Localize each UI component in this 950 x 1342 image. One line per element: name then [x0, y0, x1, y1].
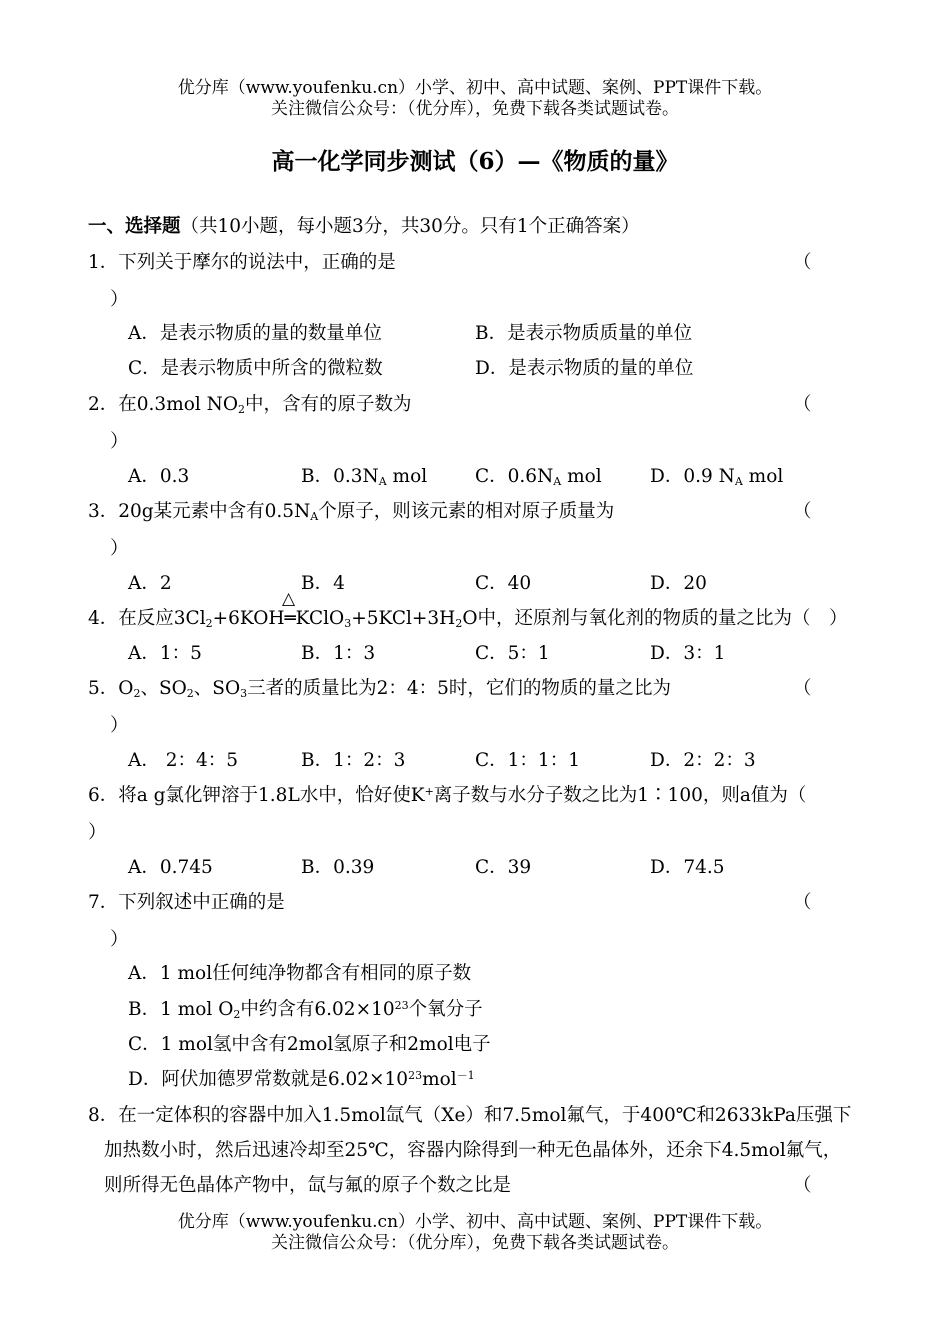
- q6-stem: 6．将a g氯化钾溶于1.8L水中，恰好使K+离子数与水分子数之比为1∶100，则a值为（: [88, 785, 807, 806]
- q7-option-b: B．1 mol $O_2$中约含有$6.02\times 10^{23}$个氧分子: [128, 999, 483, 1021]
- section-heading: [88, 214, 640, 240]
- q3-option-a: A．2: [128, 573, 172, 594]
- q2-paren-open: （: [793, 394, 812, 415]
- q3-option-d: D．20: [650, 573, 707, 594]
- q4-option-b: B．1：3: [301, 643, 376, 664]
- q7-option-c: C．1 mol氢中含有2mol氢原子和2mol电子: [128, 1034, 491, 1055]
- q4-option-d: D．3：1: [650, 643, 726, 664]
- q5-option-d: D．2：2：3: [650, 750, 756, 771]
- q8-paren-open: （: [793, 1175, 812, 1196]
- q4-option-a: A．1：5: [128, 643, 202, 664]
- q2-option-b: B．$0.3N_A$ mol: [301, 466, 428, 488]
- q8-line-2: 加热数小时，然后迅速冷却至25℃，容器内除得到一种无色晶体外，还余下4.5mol氟气，: [104, 1140, 842, 1161]
- header-line-1: 优分库（www.youfenku.cn）小学、初中、高中试题、案例、PPT课件下载。: [177, 78, 773, 98]
- header-line-2: 关注微信公众号：（优分库），免费下载各类试题试卷。: [271, 99, 679, 119]
- q6-paren-close: ）: [88, 822, 107, 843]
- q1-option-a: A．是表示物质的量的数量单位: [128, 323, 382, 344]
- q3-option-c: C．40: [475, 573, 532, 594]
- q8-line-1: 8．在一定体积的容器中加入1.5mol氙气（Xe）和7.5mol氟气，于400℃和2633kPa压强下: [88, 1105, 852, 1126]
- q1-paren-close: ）: [110, 289, 129, 310]
- q6-option-c: C．39: [475, 857, 532, 878]
- q5-paren-close: ）: [110, 715, 129, 736]
- q1-stem: 1．下列关于摩尔的说法中，正确的是: [88, 252, 396, 273]
- q5-option-a: A． 2：4：5: [128, 750, 239, 771]
- q3-stem: 3．20g某元素中含有$0.5N_A$个原子，则该元素的相对原子质量为: [88, 501, 615, 523]
- footer-line-1: 优分库（www.youfenku.cn）小学、初中、高中试题、案例、PPT课件下载。: [177, 1212, 773, 1232]
- q2-option-d: D．0.9 $N_A$ mol: [650, 466, 784, 488]
- q5-option-c: C．1：1：1: [475, 750, 580, 771]
- q1-option-d: D．是表示物质的量的单位: [475, 358, 694, 379]
- q3-paren-close: ）: [110, 538, 129, 559]
- q4-stem: 4．在反应$3Cl_2+6KOH═KClO_3+5KCl+3H_2O$中，还原剂与氧化剂的物质的量之比为（ ）: [88, 608, 848, 630]
- heat-triangle-icon: △: [282, 589, 296, 609]
- q2-option-a: A．0.3: [128, 466, 190, 487]
- q5-stem: 5．$O_2$、$SO_2$、$SO_3$三者的质量比为2：4：5时，它们的物质的量之比为: [88, 678, 671, 700]
- q5-paren-open: （: [793, 678, 812, 699]
- q6-option-d: D．74.5: [650, 857, 725, 878]
- q3-paren-open: （: [793, 501, 812, 522]
- q7-option-a: A．1 mol任何纯净物都含有相同的原子数: [128, 963, 472, 984]
- q1-option-c: C．是表示物质中所含的微粒数: [128, 358, 383, 379]
- q4-option-c: C．5：1: [475, 643, 550, 664]
- section-label: 一、选择题: [88, 216, 181, 237]
- q7-stem: 7．下列叙述中正确的是: [88, 892, 285, 913]
- q6-option-b: B．0.39: [301, 857, 375, 878]
- q7-paren-close: ）: [110, 929, 129, 950]
- section-note: （共10小题，每小题3分，共30分。只有1个正确答案）: [180, 216, 640, 237]
- q2-paren-close: ）: [110, 431, 129, 452]
- q7-option-d: D．阿伏加德罗常数就是$6.02\times 10^{23}mol^{-1}$: [128, 1069, 475, 1090]
- q6-option-a: A．0.745: [128, 857, 213, 878]
- footer-line-2: 关注微信公众号：（优分库），免费下载各类试题试卷。: [271, 1233, 679, 1253]
- q5-option-b: B．1：2：3: [301, 750, 406, 771]
- q3-option-b: B．4: [301, 573, 345, 594]
- q2-stem: 2．在0.3mol $NO_2$中，含有的原子数为: [88, 394, 412, 416]
- q8-line-3: 则所得无色晶体产物中，氙与氟的原子个数之比是: [104, 1175, 512, 1196]
- q1-paren-open: （: [793, 252, 812, 273]
- q7-paren-open: （: [793, 892, 812, 913]
- q1-option-b: B．是表示物质质量的单位: [475, 323, 693, 344]
- q2-option-c: C．$0.6N_A$ mol: [475, 466, 602, 488]
- page-title: 高一化学同步测试（6）—《物质的量》: [271, 148, 679, 175]
